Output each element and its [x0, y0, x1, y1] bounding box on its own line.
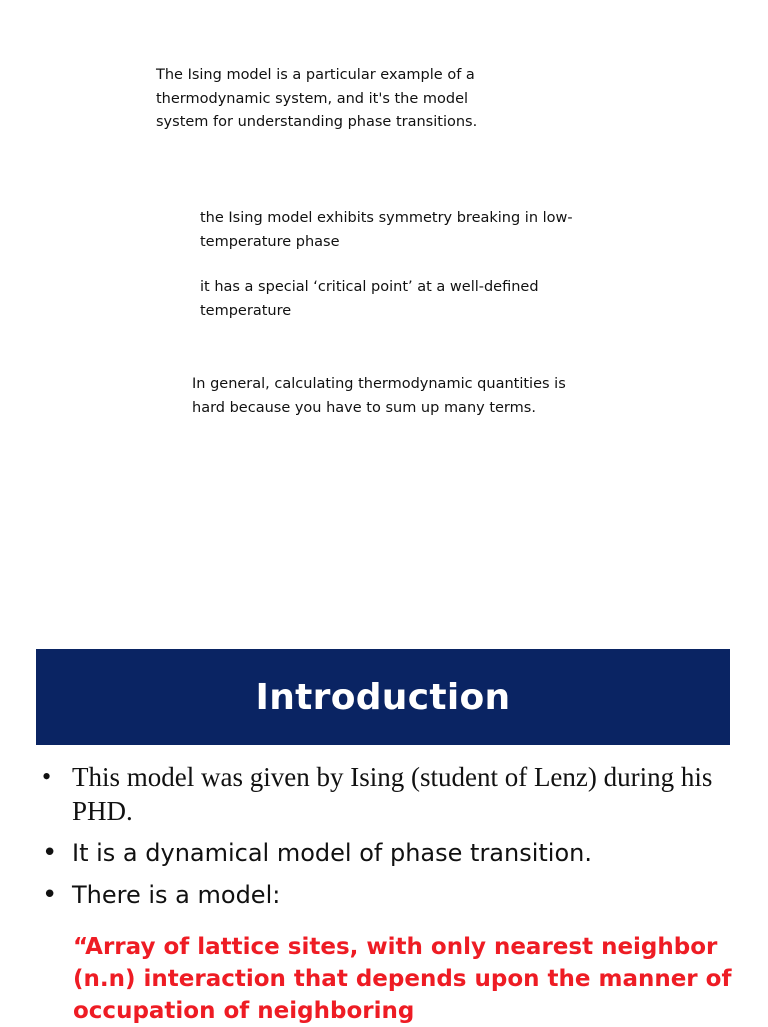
slide-title-banner	[36, 649, 730, 745]
bullet-dot-icon: •	[42, 838, 58, 868]
symmetry-breaking-note: the Ising model exhibits symmetry breaking in low-temperature phase	[200, 210, 573, 250]
bullet-text: It is a dynamical model of phase transition.	[72, 839, 592, 867]
bullet-text: This model was given by Ising (student of Lenz) during his PHD.	[72, 762, 713, 826]
slide-bullet-list	[40, 760, 730, 912]
lattice-definition-quote: “Array of lattice sites, with only nearest neighbor (n.n) interaction that depends upon the manner of occupation of neighboring	[73, 934, 732, 1024]
ising-definition-note: The Ising model is a particular example of a thermodynamic system, and it's the model system for understanding phase transitions.	[156, 67, 478, 130]
bullet-text: There is a model:	[72, 881, 281, 909]
slide-title: Introduction	[255, 676, 511, 718]
bullet-item-there-is-model	[40, 878, 730, 912]
thermodynamic-quantities-note: In general, calculating thermodynamic quantities is hard because you have to sum up many terms.	[192, 376, 566, 416]
critical-point-note: it has a special ‘critical point’ at a well-defined temperature	[200, 279, 539, 319]
bullet-item-dynamical-model	[40, 836, 730, 870]
bullet-item-ising-origin	[40, 760, 730, 828]
bullet-dot-icon: •	[42, 880, 58, 910]
bullet-dot-icon: •	[42, 762, 52, 791]
